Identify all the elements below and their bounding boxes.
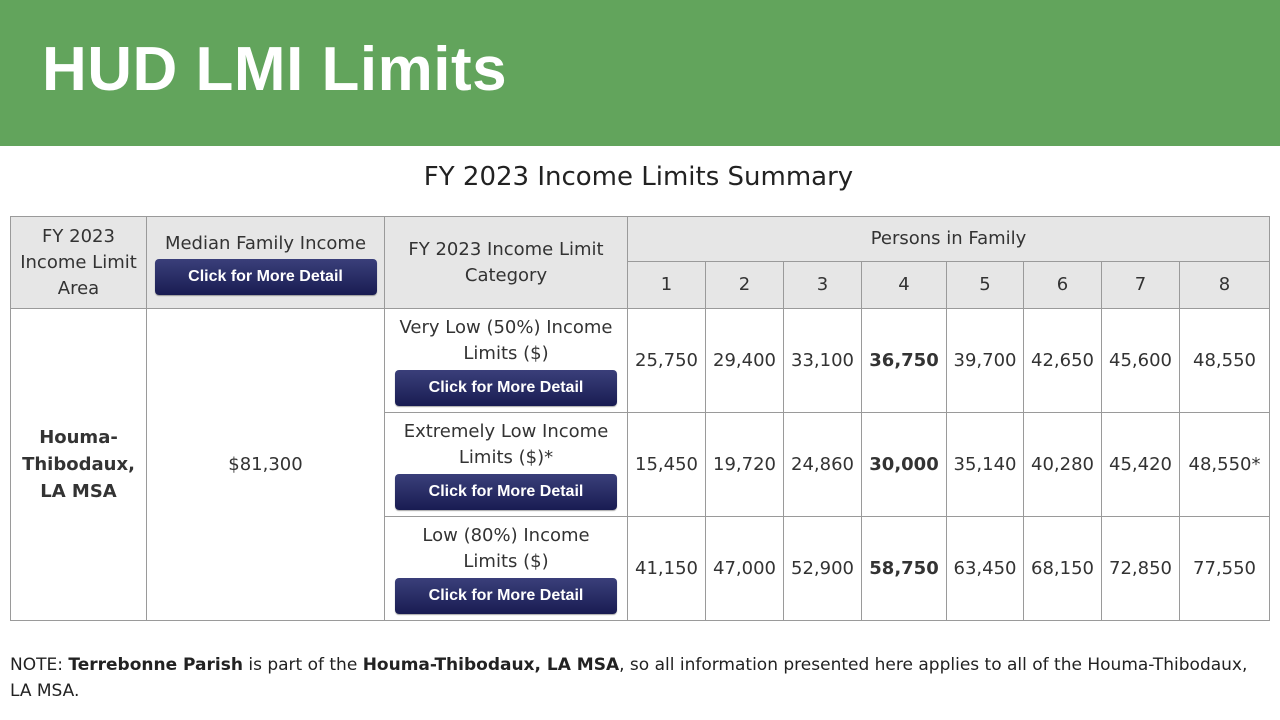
- extremely-low-detail-button[interactable]: Click for More Detail: [395, 474, 617, 510]
- persons-col-header: 5: [947, 262, 1024, 309]
- limit-value: 41,150: [628, 517, 706, 621]
- persons-col-header: 2: [706, 262, 784, 309]
- summary-title: FY 2023 Income Limits Summary: [423, 162, 854, 192]
- limit-value: 45,600: [1102, 309, 1180, 413]
- footnote: [10, 652, 1260, 704]
- limit-value: 42,650: [1024, 309, 1102, 413]
- limit-value: 24,860: [784, 413, 862, 517]
- limit-value: 68,150: [1024, 517, 1102, 621]
- category-label: Very Low (50%) Income Limits ($): [399, 317, 613, 364]
- category-label: Low (80%) Income Limits ($): [422, 525, 590, 572]
- note-msa: Houma-Thibodaux, LA MSA: [362, 655, 620, 675]
- area-cell: [11, 309, 147, 621]
- limit-value-family-of-4: 36,750: [862, 309, 947, 413]
- header-area: [11, 217, 147, 309]
- area-name: Houma-Thibodaux, LA MSA: [22, 427, 135, 502]
- note-middle: is part of the: [242, 655, 363, 675]
- limit-value: 72,850: [1102, 517, 1180, 621]
- note-prefix: NOTE:: [10, 655, 69, 675]
- header-median-label: Median Family Income: [164, 232, 367, 254]
- limit-value: 19,720: [706, 413, 784, 517]
- category-cell: [385, 413, 628, 517]
- title-banner: [0, 0, 1280, 146]
- limit-value: 15,450: [628, 413, 706, 517]
- header-median: [147, 217, 385, 309]
- median-detail-button[interactable]: Click for More Detail: [155, 259, 377, 295]
- limit-value: 33,100: [784, 309, 862, 413]
- limit-value-family-of-4: 58,750: [862, 517, 947, 621]
- limit-value: 63,450: [947, 517, 1024, 621]
- category-label: Extremely Low Income Limits ($)*: [403, 421, 609, 468]
- limit-value: 77,550: [1180, 517, 1270, 621]
- table-header-row: [11, 217, 1270, 262]
- persons-col-header: 7: [1102, 262, 1180, 309]
- persons-col-header: 8: [1180, 262, 1270, 309]
- limit-value: 35,140: [947, 413, 1024, 517]
- limit-value: 47,000: [706, 517, 784, 621]
- limit-value: 45,420: [1102, 413, 1180, 517]
- slide-title: HUD LMI Limits: [42, 35, 508, 104]
- category-cell: [385, 517, 628, 621]
- persons-col-header: 3: [784, 262, 862, 309]
- low-detail-button[interactable]: Click for More Detail: [395, 578, 617, 614]
- limit-value: 40,280: [1024, 413, 1102, 517]
- header-persons: Persons in Family: [628, 217, 1270, 262]
- note-parish: Terrebonne Parish: [68, 655, 243, 675]
- persons-col-header: 1: [628, 262, 706, 309]
- median-income-value: $81,300: [147, 309, 385, 621]
- very-low-detail-button[interactable]: Click for More Detail: [395, 370, 617, 406]
- limit-value: 48,550: [1180, 309, 1270, 413]
- header-category: [385, 217, 628, 309]
- limit-value: 25,750: [628, 309, 706, 413]
- persons-col-header: 6: [1024, 262, 1102, 309]
- limit-value: 48,550*: [1180, 413, 1270, 517]
- persons-col-header: 4: [862, 262, 947, 309]
- limit-value: 52,900: [784, 517, 862, 621]
- limit-value: 29,400: [706, 309, 784, 413]
- header-category-label: FY 2023 Income Limit Category: [408, 238, 604, 286]
- header-area-label: FY 2023 Income Limit Area: [20, 225, 137, 299]
- limit-value-family-of-4: 30,000: [862, 413, 947, 517]
- income-limits-table: [10, 216, 1270, 621]
- table-row-very-low: [11, 309, 1270, 413]
- note-suffix: , so all information presented here applies to all of the Houma-Thibodaux, LA MSA.: [10, 655, 1248, 701]
- limit-value: 39,700: [947, 309, 1024, 413]
- category-cell: [385, 309, 628, 413]
